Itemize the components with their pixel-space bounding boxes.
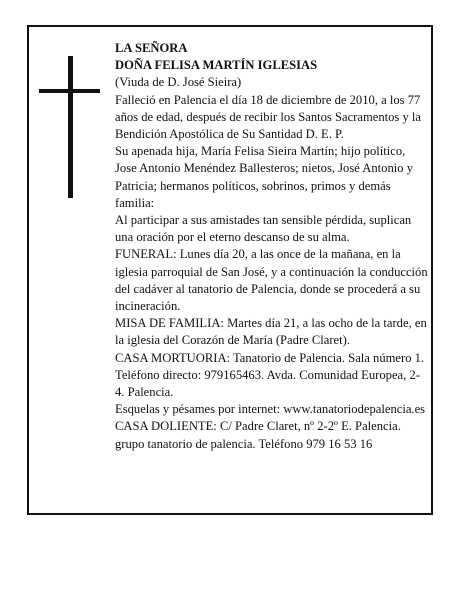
funeral-home-contact: grupo tanatorio de palencia. Teléfono 979 16 53 16 [115, 436, 373, 451]
cross-icon-crossbar [39, 89, 100, 93]
mortuary-details: CASA MORTUORIA: Tanatorio de Palencia. Sala número 1. Teléfono directo: 979165463. Avda. Comunidad Europea, 2-4. Palencia. [115, 350, 425, 400]
online-condolences: Esquelas y pésames por internet: www.tanatoriodepalencia.es [115, 402, 426, 417]
notice-title: LA SEÑORA [115, 41, 188, 55]
obituary-text [115, 40, 429, 453]
mourning-house: CASA DOLIENTE: C/ Padre Claret, nº 2-2º E. Palencia. [115, 419, 401, 434]
deceased-name: DOÑA FELISA MARTÍN IGLESIAS [115, 58, 318, 73]
obituary-notice [27, 25, 433, 515]
family-mass-details: MISA DE FAMILIA: Martes día 21, a las ocho de la tarde, en la iglesia del Corazón de María (Padre Claret). [115, 316, 427, 348]
funeral-details: FUNERAL: Lunes día 20, a las once de la mañana, en la iglesia parroquial de San José, y a continuación la conducción del cadáver al tanatorio de Palencia, donde se procederá a su incineración. [115, 247, 428, 314]
widow-of: (Viuda de D. José Sieira) [115, 75, 242, 90]
family-list: Su apenada hija, María Felisa Sieira Martín; hijo político, Jose Antonio Menéndez Ballesteros; nietos, José Antonio y Patricia; hermanos políticos, sobrinos, primos y demás familia: [115, 144, 414, 210]
prayer-request: Al participar a sus amistades tan sensible pérdida, suplican una oración por el eterno descanso de su alma. [115, 213, 412, 245]
death-announcement: Falleció en Palencia el día 18 de diciembre de 2010, a los 77 años de edad, después de recibir los Santos Sacramentos y la Bendición Apostólica de Su Santidad D. E. P. [115, 92, 422, 142]
cross-icon [68, 56, 73, 198]
